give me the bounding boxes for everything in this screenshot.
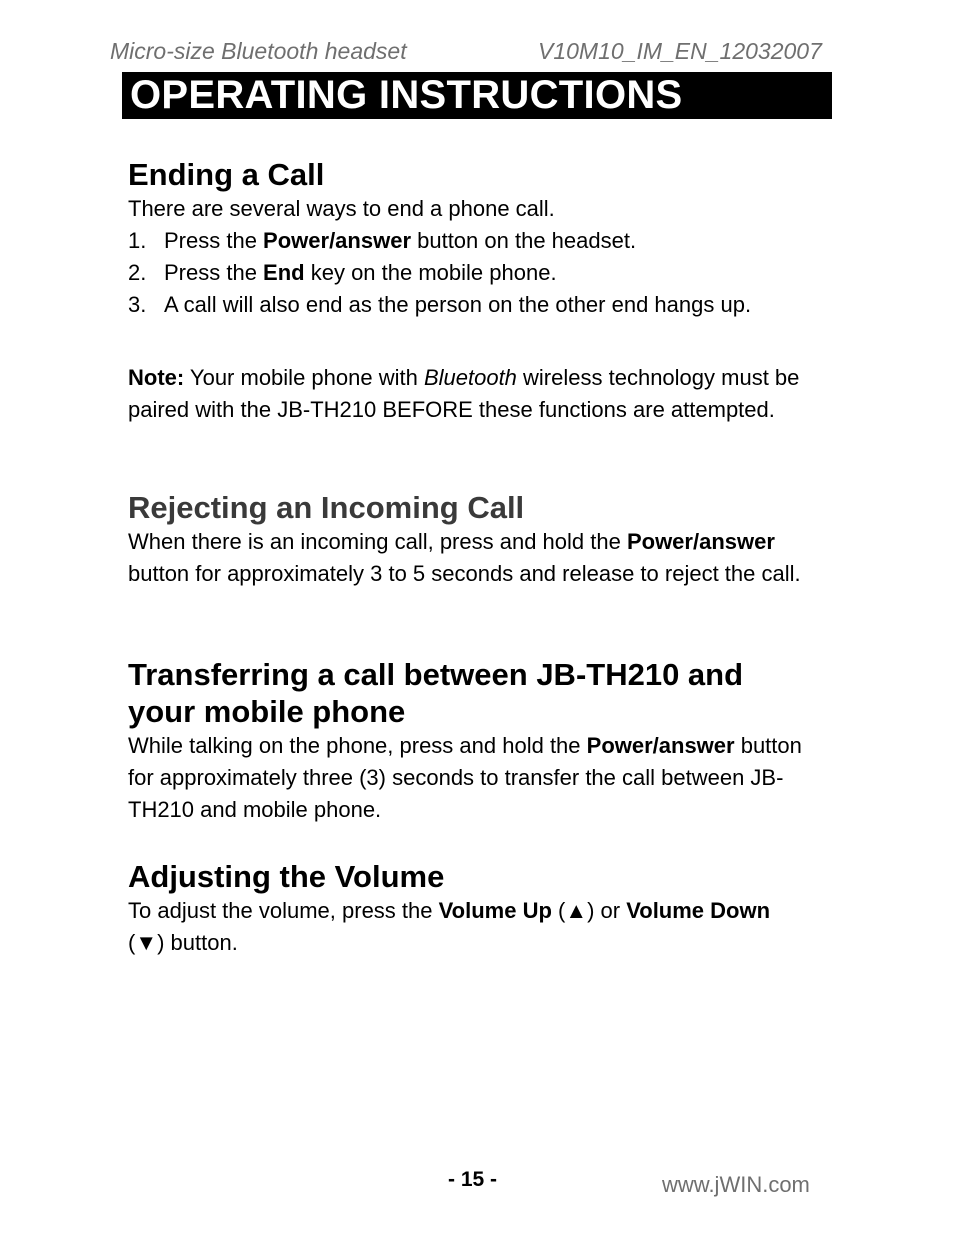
body-text: button for approximately three (3) seconds to transfer the call between JB-TH210 and mobile phone. (128, 733, 802, 822)
ending-call-section (128, 156, 828, 321)
rejecting-call-section (128, 489, 828, 590)
rejecting-call-heading: Rejecting an Incoming Call (128, 490, 525, 525)
note-paragraph (128, 362, 828, 426)
volume-section (128, 858, 808, 959)
note-text: wireless technology must be paired with the JB-TH210 BEFORE these functions are attempted. (128, 365, 800, 422)
body-bold: Power/answer (586, 733, 735, 758)
header-doc-code: V10M10_IM_EN_12032007 (538, 38, 822, 64)
list-text: button on the headset. (411, 228, 637, 253)
footer-url: www.jWIN.com (662, 1172, 810, 1197)
page-number: - 15 - (448, 1168, 498, 1191)
list-bold: Power/answer (263, 228, 411, 253)
list-text: A call will also end as the person on the other end hangs up. (164, 292, 752, 317)
volume-text (128, 895, 808, 959)
list-item (128, 289, 828, 321)
note-label: Note: (128, 365, 185, 390)
header-doc-title: Micro-size Bluetooth headset (110, 38, 407, 64)
transfer-call-section (128, 656, 818, 826)
body-text: (▼) button. (128, 930, 238, 955)
volume-heading: Adjusting the Volume (128, 859, 445, 894)
volume-down-label: Volume Down (626, 898, 771, 923)
list-text: Press the (164, 260, 264, 285)
list-number: 2. (128, 260, 147, 285)
list-text: key on the mobile phone. (304, 260, 557, 285)
body-text: (▲) or (551, 898, 627, 923)
volume-up-label: Volume Up (438, 898, 552, 923)
list-text: Press the (164, 228, 264, 253)
list-bold: End (263, 260, 305, 285)
list-item (128, 225, 828, 257)
body-text: While talking on the phone, press and hold the (128, 733, 587, 758)
transfer-call-heading: Transferring a call between JB-TH210 and your mobile phone (128, 657, 744, 729)
ending-call-list (128, 225, 828, 321)
body-bold: Power/answer (626, 529, 775, 554)
list-number: 3. (128, 292, 147, 317)
transfer-call-text (128, 730, 818, 826)
rejecting-call-text (128, 526, 828, 590)
list-item (128, 257, 828, 289)
list-number: 1. (128, 228, 147, 253)
note-section (128, 362, 828, 426)
body-text: To adjust the volume, press the (128, 898, 439, 923)
ending-call-heading: Ending a Call (128, 157, 325, 192)
body-text: button for approximately 3 to 5 seconds and release to reject the call. (128, 561, 801, 586)
section-banner: OPERATING INSTRUCTIONS (122, 72, 832, 119)
ending-call-intro: There are several ways to end a phone call. (128, 196, 555, 221)
note-text: Your mobile phone with (184, 365, 424, 390)
note-italic: Bluetooth (423, 365, 517, 390)
body-text: When there is an incoming call, press and hold the (128, 529, 627, 554)
